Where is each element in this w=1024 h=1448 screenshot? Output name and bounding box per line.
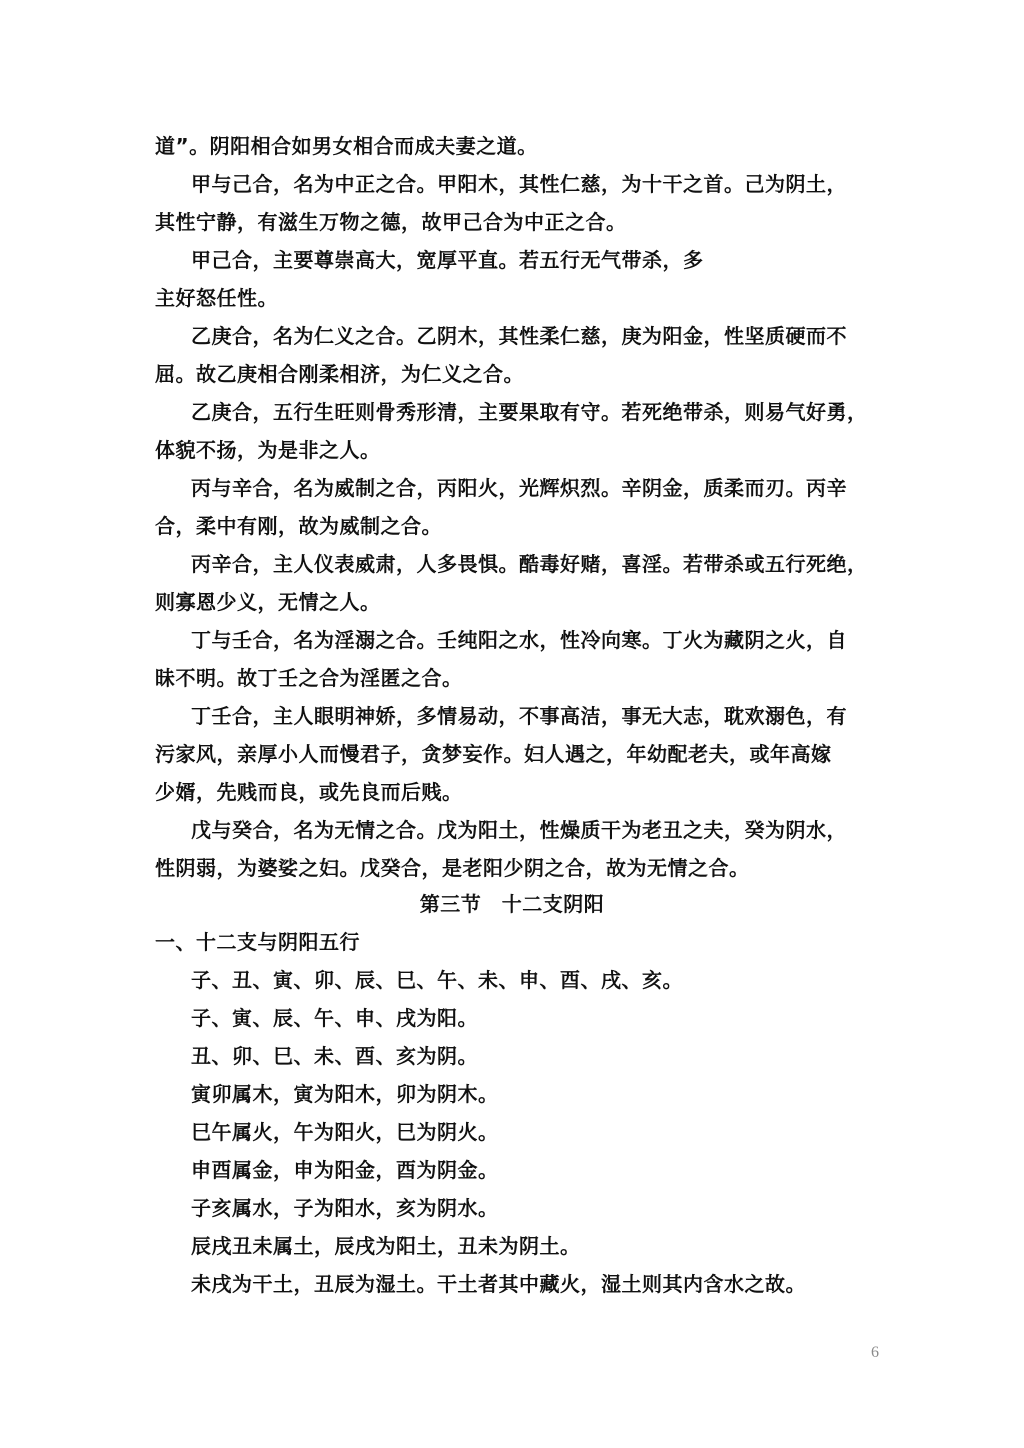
text-line: 丙与辛合，名为威制之合，丙阳火，光辉炽烈。辛阴金，质柔而刃。丙辛: [191, 476, 847, 500]
branch-line: 子、寅、辰、午、申、戌为阳。: [191, 1006, 478, 1030]
text-line: 丙辛合，主人仪表威肃，人多畏惧。酷毒好赌，喜淫。若带杀或五行死绝，: [191, 552, 868, 576]
section-title: 第三节 十二支阴阳: [419, 892, 605, 916]
branch-line: 申酉属金，申为阳金，酉为阴金。: [191, 1158, 499, 1182]
text-line: 少婿，先贱而良，或先良而后贱。: [155, 780, 463, 804]
text-line: 甲与己合，名为中正之合。甲阳木，其性仁慈，为十干之首。己为阴土，: [191, 172, 847, 196]
text-line: 屈。故乙庚相合刚柔相济，为仁义之合。: [155, 362, 524, 386]
branch-line: 未戌为干土，丑辰为湿土。干土者其中藏火，湿土则其内含水之故。: [191, 1272, 806, 1296]
text-line: 甲己合，主要尊崇高大，宽厚平直。若五行无气带杀，多: [191, 248, 704, 272]
text-line: 体貌不扬，为是非之人。: [155, 438, 381, 462]
branch-line: 子亥属水，子为阳水，亥为阴水。: [191, 1196, 499, 1220]
text-line: 昧不明。故丁壬之合为淫匿之合。: [155, 666, 463, 690]
text-line: 性阴弱，为婆娑之妇。戊癸合，是老阳少阴之合，故为无情之合。: [155, 856, 750, 880]
branch-line: 寅卯属木，寅为阳木，卯为阴木。: [191, 1082, 499, 1106]
text-line: 污家风，亲厚小人而慢君子，贪梦妄作。妇人遇之，年幼配老夫，或年高嫁: [155, 742, 832, 766]
branch-line: 子、丑、寅、卯、辰、巳、午、未、申、酉、戌、亥。: [191, 968, 683, 992]
text-line: 乙庚合，名为仁义之合。乙阴木，其性柔仁慈，庚为阳金，性坚质硬而不: [191, 324, 847, 348]
subsection-title: 一、十二支与阴阳五行: [155, 930, 360, 954]
text-line: 主好怒任性。: [155, 286, 278, 310]
text-line: 道”。阴阳相合如男女相合而成夫妻之道。: [155, 134, 538, 158]
branch-line: 丑、卯、巳、未、酉、亥为阴。: [191, 1044, 478, 1068]
text-line: 则寡恩少义，无情之人。: [155, 590, 381, 614]
text-line: 戊与癸合，名为无情之合。戊为阳土，性燥质干为老丑之夫，癸为阴水，: [191, 818, 847, 842]
text-line: 其性宁静，有滋生万物之德，故甲己合为中正之合。: [155, 210, 627, 234]
text-line: 合，柔中有刚，故为威制之合。: [155, 514, 442, 538]
text-line: 丁与壬合，名为淫溺之合。壬纯阳之水，性冷向寒。丁火为藏阴之火，自: [191, 628, 847, 652]
page-number: 6: [871, 1344, 879, 1361]
branch-line: 辰戌丑未属土，辰戌为阳土，丑未为阴土。: [191, 1234, 581, 1258]
text-line: 乙庚合，五行生旺则骨秀形清，主要果取有守。若死绝带杀，则易气好勇，: [191, 400, 868, 424]
text-line: 丁壬合，主人眼明神娇，多情易动，不事高洁，事无大志，耽欢溺色，有: [191, 704, 847, 728]
branch-line: 巳午属火，午为阳火，巳为阴火。: [191, 1120, 499, 1144]
